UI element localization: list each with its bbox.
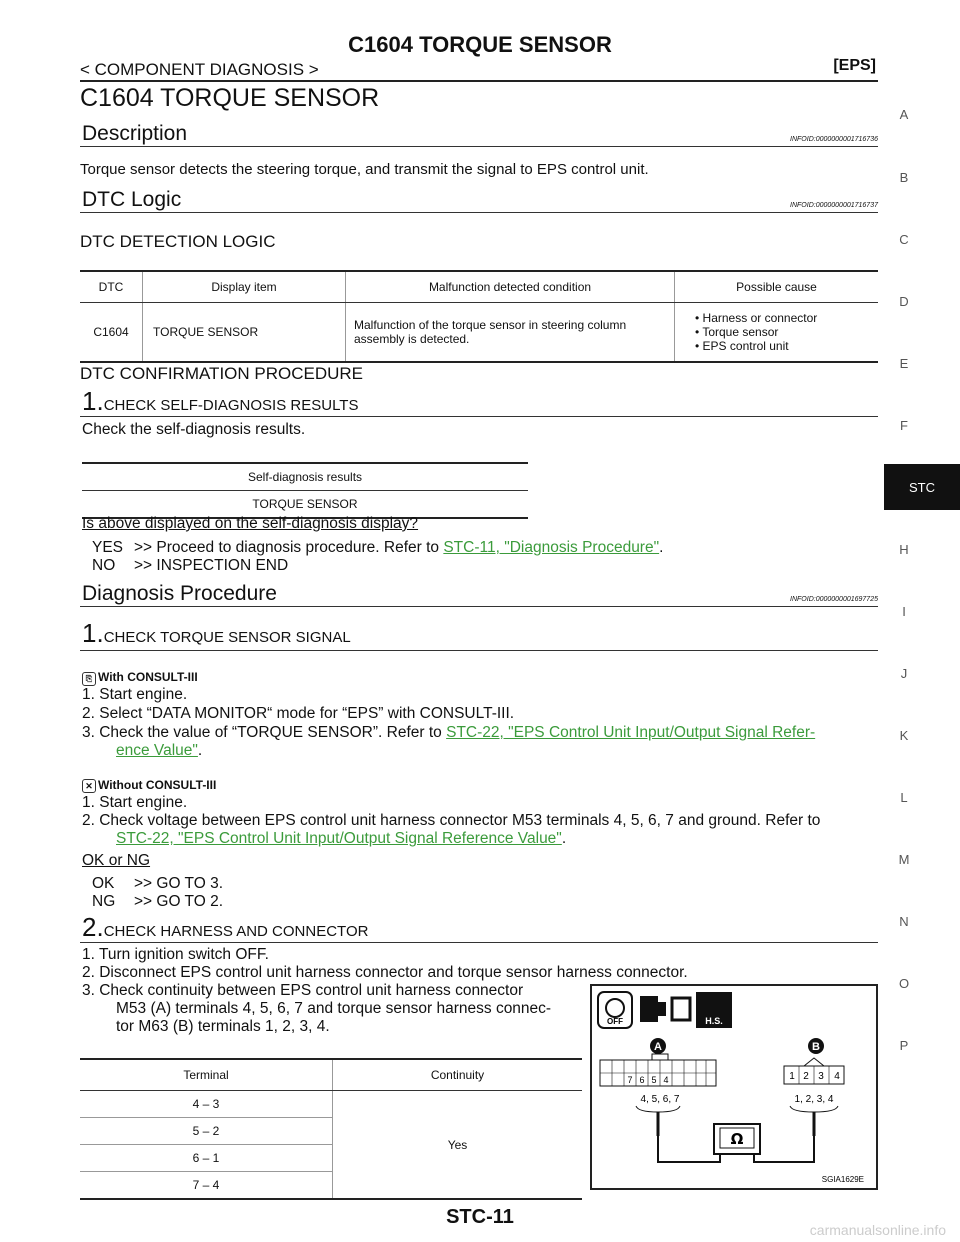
side-index-item[interactable]: K (899, 728, 909, 743)
with-step-3-text: 3. Check the value of “TORQUE SENSOR”. Refer to (82, 724, 442, 741)
connector-b-pin: 2 (803, 1071, 809, 1082)
col-condition: Malfunction detected condition (346, 271, 675, 303)
side-index-item[interactable]: I (902, 604, 906, 619)
diagnosis-infoid: INFOID:0000000001697725 (790, 596, 878, 603)
no-label: NO (92, 557, 116, 574)
ohmmeter-icon (714, 1124, 760, 1154)
step2-line-2: 2. Disconnect EPS control unit harness connector and torque sensor harness connector. (82, 964, 688, 981)
disconnect-icon (640, 996, 690, 1022)
step-1-heading (82, 386, 358, 417)
side-index-item[interactable]: B (899, 170, 909, 185)
eps-signal-link-cont[interactable]: ence Value" (116, 742, 198, 759)
connector-b-label: B (812, 1041, 820, 1053)
without-step-2: 2. Check voltage between EPS control unit harness connector M53 terminals 4, 5, 6, 7 and ground. Refer to (82, 812, 821, 829)
list-item: • EPS control unit (695, 339, 877, 353)
dtc-logic-heading: DTC Logic (82, 188, 182, 211)
connector-b (784, 1058, 844, 1084)
step2-line-4: M53 (A) terminals 4, 5, 6, 7 and torque sensor harness connec- (116, 1000, 552, 1017)
side-index-item[interactable]: O (898, 976, 910, 991)
dtc-table (80, 270, 878, 363)
header-rule (80, 80, 878, 82)
step-title: CHECK SELF-DIAGNOSIS RESULTS (103, 397, 359, 414)
connector-diagram-svg (592, 986, 876, 1188)
side-index-item[interactable]: P (899, 1038, 909, 1053)
ng-line (92, 893, 223, 911)
divider (80, 146, 878, 147)
ignition-off-icon (598, 992, 632, 1028)
table-cell: 5 – 2 (80, 1118, 333, 1145)
ng-text: >> GO TO 2. (134, 893, 224, 910)
table-cell: TORQUE SENSOR (82, 491, 528, 519)
watermark: carmanualsonline.info (809, 1222, 946, 1238)
terminal-table (80, 1058, 582, 1200)
diag-step-1-heading (82, 618, 351, 649)
description-infoid: INFOID:0000000001716736 (790, 136, 878, 143)
self-diagnosis-table (82, 462, 528, 519)
figure-id: SGIA1629E (821, 1175, 864, 1184)
side-index-stc-tab[interactable]: STC (884, 464, 960, 510)
connector-a-pin: 6 (639, 1075, 645, 1085)
with-consult-label (82, 670, 198, 686)
table-cell: 4 – 3 (80, 1091, 333, 1118)
side-index-item[interactable]: M (898, 852, 910, 867)
hs-label: H.S. (705, 1016, 723, 1026)
with-step-1: 1. Start engine. (82, 686, 188, 703)
side-index-item[interactable]: F (900, 418, 908, 433)
connector-b-pin: 1 (789, 1071, 795, 1082)
list-item: • Torque sensor (695, 325, 877, 339)
no-line (92, 557, 288, 575)
without-consult-label (82, 778, 216, 793)
description-heading: Description (82, 122, 188, 145)
possible-causes (675, 303, 879, 363)
ohm-symbol: Ω (730, 1130, 744, 1148)
ok-text: >> GO TO 3. (134, 875, 224, 892)
page-title: C1604 TORQUE SENSOR (80, 84, 380, 112)
breadcrumb: < COMPONENT DIAGNOSIS > (80, 60, 319, 79)
dtc-logic-infoid: INFOID:0000000001716737 (790, 202, 878, 209)
with-step-2: 2. Select “DATA MONITOR“ mode for “EPS” with CONSULT-III. (82, 705, 515, 722)
col-continuity: Continuity (333, 1059, 583, 1091)
side-index-item[interactable]: N (899, 914, 909, 929)
table-cell: 6 – 1 (80, 1145, 333, 1172)
connector-a-label: A (654, 1041, 662, 1053)
col-dtc: DTC (80, 271, 143, 303)
col-possible-cause: Possible cause (675, 271, 879, 303)
description-text: Torque sensor detects the steering torque, and transmit the signal to EPS control unit. (80, 161, 649, 178)
connector-diagram (590, 984, 878, 1190)
with-step-3-cont: ence Value". (116, 742, 203, 759)
divider (80, 606, 878, 607)
table-cell: 7 – 4 (80, 1172, 333, 1200)
connector-b-pin: 3 (818, 1071, 824, 1082)
page-number: STC-11 (446, 1206, 514, 1228)
side-index-item[interactable]: L (900, 790, 908, 805)
without-step-2-cont: STC-22, "EPS Control Unit Input/Output Signal Reference Value". (116, 830, 567, 847)
table-row (80, 1091, 582, 1118)
off-label: OFF (607, 1017, 623, 1026)
ok-line (92, 875, 223, 893)
dtc-code: C1604 (80, 303, 143, 363)
section-label: [EPS] (833, 57, 876, 74)
side-index-item[interactable]: D (899, 294, 909, 309)
side-index-item[interactable]: H (899, 542, 909, 557)
no-text: >> INSPECTION END (134, 557, 289, 574)
col-display-item: Display item (143, 271, 346, 303)
divider (80, 416, 878, 417)
with-consult-text: With CONSULT-III (98, 670, 198, 684)
without-consult-text: Without CONSULT-III (98, 778, 217, 792)
step2-line-3: 3. Check continuity between EPS control unit harness connector (82, 982, 524, 999)
connector-b-pin: 4 (834, 1071, 840, 1082)
ok-label: OK (92, 875, 115, 892)
divider (80, 212, 878, 213)
yes-text: >> Proceed to diagnosis procedure. Refer to (134, 539, 440, 556)
dtc-confirmation-heading: DTC CONFIRMATION PROCEDURE (80, 364, 364, 383)
step-title: CHECK TORQUE SENSOR SIGNAL (103, 629, 351, 646)
col-terminal: Terminal (80, 1059, 333, 1091)
diagnosis-procedure-link[interactable]: STC-11, "Diagnosis Procedure" (443, 539, 660, 556)
table-header: Self-diagnosis results (82, 463, 528, 491)
step-number: 1. (82, 618, 104, 648)
table-row (80, 303, 878, 363)
connector-a-terminals: 4, 5, 6, 7 (640, 1094, 680, 1105)
continuity-value: Yes (333, 1091, 583, 1200)
no-consult-icon: ✕ (82, 779, 96, 793)
harness-side-icon (696, 992, 732, 1028)
diagnosis-heading: Diagnosis Procedure (82, 582, 277, 605)
side-index-item[interactable]: J (900, 666, 908, 681)
question-text: Is above displayed on the self-diagnosis display? (82, 515, 419, 532)
yes-label: YES (92, 539, 124, 556)
malfunction-condition: Malfunction of the torque sensor in steering column assembly is detected. (346, 303, 675, 363)
step-number: 2. (82, 912, 104, 942)
side-index-item[interactable]: E (899, 356, 909, 371)
with-step-3 (82, 724, 815, 742)
ng-label: NG (92, 893, 116, 910)
eps-reference-link[interactable]: STC-22, "EPS Control Unit Input/Output Signal Reference Value" (116, 830, 562, 847)
step2-line-5: tor M63 (B) terminals 1, 2, 3, 4. (116, 1018, 330, 1035)
divider (80, 650, 878, 651)
consult-icon: ⎘ (82, 672, 96, 686)
connector-a-pin: 4 (663, 1075, 669, 1085)
connector-a-pin: 7 (627, 1075, 633, 1085)
connector-a (600, 1054, 716, 1086)
side-index-item[interactable]: A (899, 107, 909, 122)
connector-a-pin: 5 (651, 1075, 657, 1085)
instruction-text: Check the self-diagnosis results. (82, 421, 306, 438)
yes-line: YES >> Proceed to diagnosis procedure. Refer to STC-11, "Diagnosis Procedure". (92, 539, 664, 556)
step2-line-1: 1. Turn ignition switch OFF. (82, 946, 269, 963)
divider (80, 942, 878, 943)
step-title: CHECK HARNESS AND CONNECTOR (103, 923, 369, 940)
ok-ng-question: OK or NG (82, 852, 151, 869)
connector-b-terminals: 1, 2, 3, 4 (794, 1094, 834, 1105)
diag-step-2-heading (82, 912, 368, 943)
without-step-1: 1. Start engine. (82, 794, 188, 811)
display-item: TORQUE SENSOR (143, 303, 346, 363)
side-index-item[interactable]: C (899, 232, 909, 247)
step-number: 1. (82, 386, 104, 416)
list-item: • Harness or connector (695, 311, 877, 325)
header-title: C1604 TORQUE SENSOR (348, 32, 612, 57)
dtc-detection-logic-heading: DTC DETECTION LOGIC (80, 232, 276, 251)
eps-signal-link[interactable]: STC-22, "EPS Control Unit Input/Output Signal Refer- (446, 724, 816, 741)
